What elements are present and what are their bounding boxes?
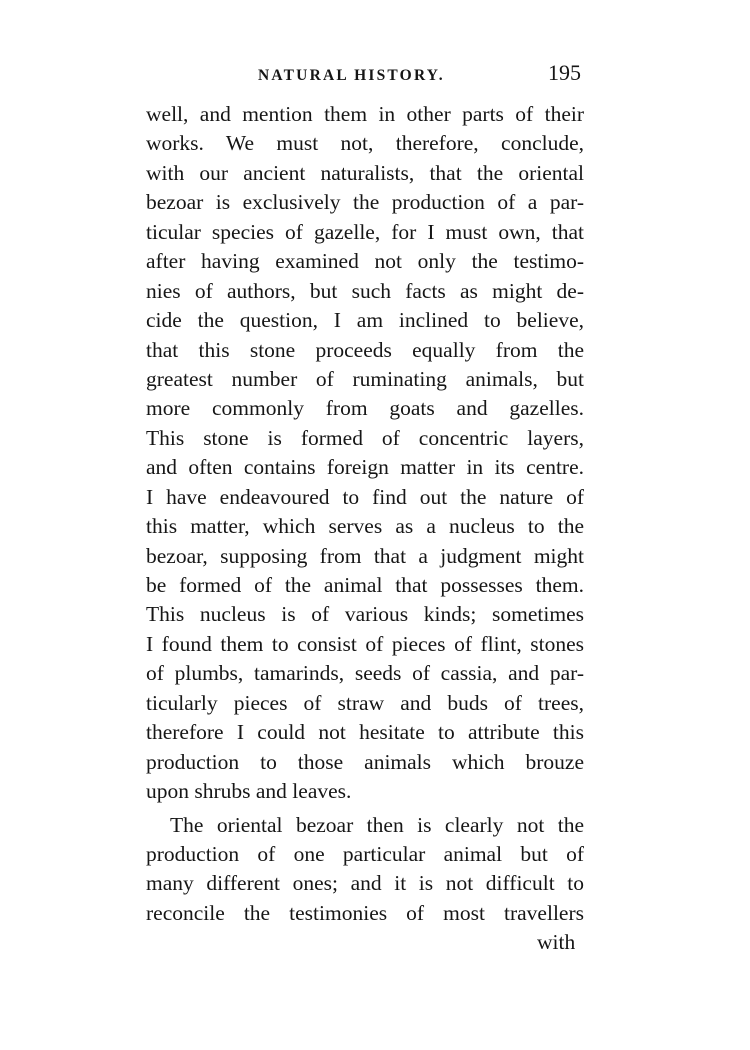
text-line: I have endeavoured to find out the nature of — [146, 484, 584, 509]
text-line: production of one particular animal but of — [146, 841, 584, 866]
text-line: with our ancient naturalists, that the oriental — [146, 160, 584, 185]
text-line: works. We must not, therefore, conclude, — [146, 131, 584, 156]
text-line: upon shrubs and leaves. — [146, 779, 352, 804]
text-line: The oriental bezoar then is clearly not the — [170, 812, 584, 837]
page-number: 195 — [548, 60, 581, 85]
text-line: production to those animals which brouze — [146, 749, 584, 774]
text-line: well, and mention them in other parts of their — [146, 102, 584, 126]
text-line: and often contains foreign matter in its centre. — [146, 455, 584, 480]
text-line: bezoar is exclusively the production of a par- — [146, 190, 584, 215]
text-line: of plumbs, tamarinds, seeds of cassia, and par- — [146, 661, 584, 686]
text-line: greatest number of ruminating animals, but — [146, 366, 584, 391]
text-line: cide the question, I am inclined to believe, — [146, 308, 584, 333]
text-line: many different ones; and it is not difficult to — [146, 871, 584, 896]
text-line: bezoar, supposing from that a judgment might — [146, 543, 584, 568]
text-line: be formed of the animal that possesses them. — [146, 573, 584, 597]
catchword: with — [537, 930, 576, 954]
text-line: nies of authors, but such facts as might de- — [146, 278, 584, 303]
text-line: reconcile the testimonies of most travellers — [146, 900, 584, 925]
text-line: that this stone proceeds equally from the — [146, 337, 584, 362]
body-text — [146, 100, 584, 928]
paragraph-1 — [146, 100, 584, 807]
text-line: therefore I could not hesitate to attribute this — [146, 720, 584, 745]
text-line: This nucleus is of various kinds; sometimes — [146, 602, 584, 627]
text-line: this matter, which serves as a nucleus to the — [146, 514, 584, 539]
text-line: This stone is formed of concentric layers, — [146, 425, 584, 450]
text-line: ticular species of gazelle, for I must own, that — [146, 219, 584, 244]
text-line: ticularly pieces of straw and buds of trees, — [146, 690, 584, 715]
paragraph-2 — [146, 811, 584, 929]
running-title: NATURAL HISTORY. — [258, 67, 445, 84]
text-line: more commonly from goats and gazelles. — [146, 396, 584, 421]
text-line: I found them to consist of pieces of flint, stones — [146, 631, 584, 656]
text-line: after having examined not only the testimo- — [146, 249, 584, 274]
